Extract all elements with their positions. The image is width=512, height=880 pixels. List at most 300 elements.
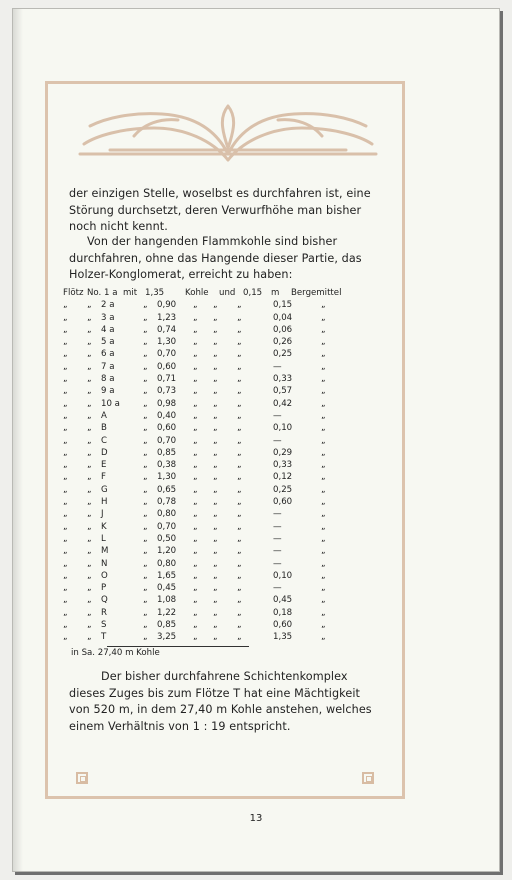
bergemittel-thickness: 0,60 — [273, 620, 293, 631]
ditto-mark: „ — [63, 300, 68, 311]
header-m2: m — [271, 288, 280, 298]
ditto-mark: „ — [213, 435, 218, 446]
ditto-mark: „ — [63, 435, 68, 446]
ditto-mark: „ — [193, 546, 198, 557]
ditto-mark: „ — [213, 497, 218, 508]
ditto-mark: „ — [143, 337, 148, 348]
ditto-mark: „ — [87, 435, 92, 446]
ditto-mark: „ — [321, 595, 326, 606]
ditto-mark: „ — [321, 312, 326, 323]
ditto-mark: „ — [87, 583, 92, 594]
ditto-mark: „ — [193, 472, 198, 483]
coal-thickness: 0,80 — [157, 558, 177, 569]
bergemittel-thickness: 0,15 — [273, 300, 293, 311]
bergemittel-thickness: 0,26 — [273, 337, 293, 348]
coal-thickness: 1,30 — [157, 337, 177, 348]
ditto-mark: „ — [321, 324, 326, 335]
ditto-mark: „ — [321, 472, 326, 483]
ditto-mark: „ — [143, 497, 148, 508]
header-no: No. 1 a — [87, 288, 118, 298]
ditto-mark: „ — [87, 447, 92, 458]
ditto-mark: „ — [63, 460, 68, 471]
ditto-mark: „ — [143, 435, 148, 446]
bergemittel-thickness: 0,10 — [273, 570, 293, 581]
seam-label: A — [101, 410, 107, 421]
table-row — [63, 299, 393, 311]
ditto-mark: „ — [321, 533, 326, 544]
header-und: und — [219, 288, 236, 298]
ditto-mark: „ — [143, 583, 148, 594]
corner-ornament-right-icon — [362, 772, 374, 784]
ditto-mark: „ — [63, 337, 68, 348]
ditto-mark: „ — [193, 521, 198, 532]
ditto-mark: „ — [237, 620, 242, 631]
ditto-mark: „ — [237, 570, 242, 581]
coal-thickness: 0,45 — [157, 583, 177, 594]
seam-label: 8 a — [101, 374, 115, 385]
ditto-mark: „ — [143, 423, 148, 434]
ditto-mark: „ — [143, 398, 148, 409]
seam-label: L — [101, 533, 106, 544]
ditto-mark: „ — [63, 386, 68, 397]
coal-thickness: 0,70 — [157, 435, 177, 446]
ditto-mark: „ — [237, 595, 242, 606]
bergemittel-thickness: 0,06 — [273, 324, 293, 335]
ditto-mark: „ — [213, 607, 218, 618]
ditto-mark: „ — [87, 349, 92, 360]
ditto-mark: „ — [213, 337, 218, 348]
ditto-mark: „ — [213, 312, 218, 323]
ditto-mark: „ — [63, 497, 68, 508]
table-row — [63, 435, 393, 447]
table-row — [63, 607, 393, 619]
table-row — [63, 496, 393, 508]
ditto-mark: „ — [237, 583, 242, 594]
ditto-mark: „ — [87, 570, 92, 581]
coal-thickness: 1,20 — [157, 546, 177, 557]
table-row — [63, 459, 393, 471]
bergemittel-thickness: — — [273, 533, 282, 544]
table-row — [63, 619, 393, 631]
coal-thickness: 0,71 — [157, 374, 177, 385]
ditto-mark: „ — [237, 324, 242, 335]
seam-label: K — [101, 521, 107, 532]
seam-label: 4 a — [101, 324, 115, 335]
ditto-mark: „ — [237, 484, 242, 495]
ditto-mark: „ — [63, 484, 68, 495]
table-body — [63, 299, 393, 643]
ditto-mark: „ — [213, 349, 218, 360]
ditto-mark: „ — [143, 300, 148, 311]
ditto-mark: „ — [193, 349, 198, 360]
seam-label: R — [101, 607, 107, 618]
ditto-mark: „ — [87, 423, 92, 434]
bergemittel-thickness: 0,04 — [273, 312, 293, 323]
ditto-mark: „ — [321, 410, 326, 421]
coal-thickness: 1,23 — [157, 312, 177, 323]
bergemittel-thickness: 0,29 — [273, 447, 293, 458]
ditto-mark: „ — [237, 509, 242, 520]
ditto-mark: „ — [321, 497, 326, 508]
book-page — [12, 8, 500, 872]
table-row — [63, 533, 393, 545]
ditto-mark: „ — [87, 595, 92, 606]
ditto-mark: „ — [193, 300, 198, 311]
ditto-mark: „ — [143, 472, 148, 483]
header-mit: mit — [123, 288, 138, 298]
ditto-mark: „ — [237, 533, 242, 544]
seam-label: C — [101, 435, 108, 446]
ditto-mark: „ — [63, 324, 68, 335]
ditto-mark: „ — [193, 324, 198, 335]
coal-thickness: 1,08 — [157, 595, 177, 606]
ditto-mark: „ — [193, 620, 198, 631]
bergemittel-thickness: 0,33 — [273, 374, 293, 385]
table-row — [63, 447, 393, 459]
seam-label: B — [101, 423, 107, 434]
coal-thickness: 0,78 — [157, 497, 177, 508]
bergemittel-thickness: 0,42 — [273, 398, 293, 409]
seam-label: E — [101, 460, 107, 471]
ditto-mark: „ — [63, 607, 68, 618]
ditto-mark: „ — [63, 447, 68, 458]
ditto-mark: „ — [321, 546, 326, 557]
ditto-mark: „ — [213, 595, 218, 606]
ditto-mark: „ — [87, 312, 92, 323]
bergemittel-thickness: 0,45 — [273, 595, 293, 606]
table-header-row — [63, 287, 393, 299]
ditto-mark: „ — [321, 337, 326, 348]
ditto-mark: „ — [237, 361, 242, 372]
ditto-mark: „ — [63, 533, 68, 544]
coal-thickness: 0,85 — [157, 447, 177, 458]
ditto-mark: „ — [193, 497, 198, 508]
ditto-mark: „ — [321, 583, 326, 594]
ditto-mark: „ — [237, 632, 242, 643]
ditto-mark: „ — [213, 423, 218, 434]
seam-label: 6 a — [101, 349, 115, 360]
table-row — [63, 631, 393, 643]
ditto-mark: „ — [143, 374, 148, 385]
ditto-mark: „ — [63, 410, 68, 421]
coal-thickness: 0,65 — [157, 484, 177, 495]
bergemittel-thickness: 0,25 — [273, 484, 293, 495]
ditto-mark: „ — [63, 620, 68, 631]
ditto-mark: „ — [143, 386, 148, 397]
ditto-mark: „ — [237, 349, 242, 360]
ditto-mark: „ — [87, 398, 92, 409]
seam-label: 10 a — [101, 398, 120, 409]
coal-thickness: 0,98 — [157, 398, 177, 409]
coal-thickness: 3,25 — [157, 632, 177, 643]
ditto-mark: „ — [63, 472, 68, 483]
table-row — [63, 361, 393, 373]
bergemittel-thickness: 0,57 — [273, 386, 293, 397]
ditto-mark: „ — [193, 374, 198, 385]
ditto-mark: „ — [193, 570, 198, 581]
coal-thickness: 0,73 — [157, 386, 177, 397]
ditto-mark: „ — [237, 423, 242, 434]
seam-label: 5 a — [101, 337, 115, 348]
table-row — [63, 410, 393, 422]
ditto-mark: „ — [87, 607, 92, 618]
ditto-mark: „ — [193, 632, 198, 643]
ditto-mark: „ — [237, 558, 242, 569]
ditto-mark: „ — [193, 509, 198, 520]
ditto-mark: „ — [87, 300, 92, 311]
ditto-mark: „ — [143, 595, 148, 606]
ditto-mark: „ — [213, 374, 218, 385]
table-row — [63, 312, 393, 324]
seam-table — [63, 287, 393, 644]
ditto-mark: „ — [143, 570, 148, 581]
ditto-mark: „ — [193, 583, 198, 594]
ditto-mark: „ — [321, 447, 326, 458]
coal-thickness: 0,70 — [157, 521, 177, 532]
ditto-mark: „ — [237, 435, 242, 446]
table-row — [63, 398, 393, 410]
ditto-mark: „ — [63, 546, 68, 557]
bergemittel-thickness: — — [273, 546, 282, 557]
ditto-mark: „ — [321, 300, 326, 311]
coal-thickness: 0,85 — [157, 620, 177, 631]
ditto-mark: „ — [87, 533, 92, 544]
ditto-mark: „ — [63, 361, 68, 372]
ditto-mark: „ — [87, 324, 92, 335]
ditto-mark: „ — [237, 374, 242, 385]
seam-label: O — [101, 570, 108, 581]
ditto-mark: „ — [87, 374, 92, 385]
seam-label: 9 a — [101, 386, 115, 397]
bergemittel-thickness: 0,60 — [273, 497, 293, 508]
coal-thickness: 0,70 — [157, 349, 177, 360]
header-bergmittel: Bergemittel — [291, 288, 342, 298]
ditto-mark: „ — [143, 533, 148, 544]
ditto-mark: „ — [193, 361, 198, 372]
bergemittel-thickness: — — [273, 521, 282, 532]
bergemittel-thickness: — — [273, 435, 282, 446]
ditto-mark: „ — [321, 361, 326, 372]
coal-thickness: 0,90 — [157, 300, 177, 311]
ditto-mark: „ — [87, 497, 92, 508]
coal-thickness: 0,60 — [157, 423, 177, 434]
seam-label: M — [101, 546, 109, 557]
table-row — [63, 336, 393, 348]
bergemittel-thickness: 0,18 — [273, 607, 293, 618]
ditto-mark: „ — [143, 410, 148, 421]
sum-divider — [107, 646, 249, 647]
summary-paragraph: Der bisher durchfahrene Schichtenkomplex dieses Zuges bis zum Flötze T hat eine Mächtigkeit von 520 m, in dem 27,40 m Kohle anstehen, welches einem Verhältnis von 1 : 19 entspricht. — [69, 670, 372, 733]
corner-ornament-left-icon — [76, 772, 88, 784]
seam-label: 2 a — [101, 300, 115, 311]
table-row — [63, 570, 393, 582]
header-berg-value: 0,15 — [243, 288, 263, 298]
ditto-mark: „ — [87, 632, 92, 643]
ditto-mark: „ — [213, 398, 218, 409]
art-nouveau-ornament-icon — [74, 100, 382, 166]
ditto-mark: „ — [237, 386, 242, 397]
ditto-mark: „ — [213, 361, 218, 372]
ditto-mark: „ — [143, 521, 148, 532]
ditto-mark: „ — [63, 312, 68, 323]
ditto-mark: „ — [213, 447, 218, 458]
ditto-mark: „ — [63, 398, 68, 409]
ditto-mark: „ — [237, 521, 242, 532]
ditto-mark: „ — [321, 558, 326, 569]
ditto-mark: „ — [237, 607, 242, 618]
ditto-mark: „ — [87, 509, 92, 520]
ditto-mark: „ — [193, 595, 198, 606]
ditto-mark: „ — [237, 312, 242, 323]
ditto-mark: „ — [193, 460, 198, 471]
header-value: 1,35 — [145, 288, 165, 298]
ditto-mark: „ — [213, 484, 218, 495]
seam-label: T — [101, 632, 107, 643]
ditto-mark: „ — [321, 386, 326, 397]
ditto-mark: „ — [87, 521, 92, 532]
bergemittel-thickness: — — [273, 509, 282, 520]
table-row — [63, 324, 393, 336]
table-row — [63, 422, 393, 434]
intro-paragraph: der einzigen Stelle, woselbst es durchfahren ist, eine Störung durchsetzt, deren Verwurfhöhe man bisher noch nicht kennt. — [69, 187, 371, 234]
ditto-mark: „ — [213, 472, 218, 483]
ditto-mark: „ — [193, 398, 198, 409]
ditto-mark: „ — [213, 620, 218, 631]
ditto-mark: „ — [237, 337, 242, 348]
coal-thickness: 1,22 — [157, 607, 177, 618]
ditto-mark: „ — [213, 583, 218, 594]
ditto-mark: „ — [321, 620, 326, 631]
coal-thickness: 0,80 — [157, 509, 177, 520]
seam-label: F — [101, 472, 106, 483]
ditto-mark: „ — [63, 423, 68, 434]
ditto-mark: „ — [237, 497, 242, 508]
ditto-mark: „ — [193, 484, 198, 495]
ditto-mark: „ — [143, 509, 148, 520]
ditto-mark: „ — [143, 620, 148, 631]
ditto-mark: „ — [213, 324, 218, 335]
table-row — [63, 508, 393, 520]
sum-row: in Sa. 27,40 m Kohle — [71, 647, 160, 658]
ditto-mark: „ — [87, 410, 92, 421]
seam-label: D — [101, 447, 108, 458]
table-row — [63, 484, 393, 496]
ditto-mark: „ — [213, 558, 218, 569]
ditto-mark: „ — [237, 460, 242, 471]
coal-thickness: 0,60 — [157, 361, 177, 372]
table-row — [63, 385, 393, 397]
bergemittel-thickness: — — [273, 361, 282, 372]
ditto-mark: „ — [143, 361, 148, 372]
bergemittel-thickness: 0,33 — [273, 460, 293, 471]
coal-thickness: 0,50 — [157, 533, 177, 544]
ditto-mark: „ — [87, 361, 92, 372]
bergemittel-thickness: 1,35 — [273, 632, 293, 643]
ditto-mark: „ — [143, 484, 148, 495]
ditto-mark: „ — [143, 607, 148, 618]
seam-label: 7 a — [101, 361, 115, 372]
ditto-mark: „ — [63, 595, 68, 606]
ditto-mark: „ — [63, 632, 68, 643]
ditto-mark: „ — [143, 349, 148, 360]
ditto-mark: „ — [143, 546, 148, 557]
coal-thickness: 1,65 — [157, 570, 177, 581]
ditto-mark: „ — [321, 349, 326, 360]
ditto-mark: „ — [143, 558, 148, 569]
ditto-mark: „ — [321, 423, 326, 434]
bergemittel-thickness: — — [273, 558, 282, 569]
bergemittel-thickness: — — [273, 410, 282, 421]
ditto-mark: „ — [63, 521, 68, 532]
table-row — [63, 582, 393, 594]
header-floz: Flötz — [63, 288, 84, 298]
bergemittel-thickness: 0,12 — [273, 472, 293, 483]
ditto-mark: „ — [63, 509, 68, 520]
ditto-mark: „ — [237, 472, 242, 483]
ditto-mark: „ — [143, 312, 148, 323]
ditto-mark: „ — [237, 447, 242, 458]
ditto-mark: „ — [213, 570, 218, 581]
seam-label: Q — [101, 595, 108, 606]
ditto-mark: „ — [213, 546, 218, 557]
ditto-mark: „ — [193, 386, 198, 397]
table-row — [63, 521, 393, 533]
ditto-mark: „ — [321, 484, 326, 495]
ditto-mark: „ — [87, 337, 92, 348]
ditto-mark: „ — [143, 447, 148, 458]
table-row — [63, 594, 393, 606]
bergemittel-thickness: 0,25 — [273, 349, 293, 360]
table-row — [63, 471, 393, 483]
ditto-mark: „ — [213, 410, 218, 421]
table-lead-paragraph: Von der hangenden Flammkohle sind bisher durchfahren, ohne das Hangende dieser Partie, das Holzer-Konglomerat, erreicht zu haben: — [69, 235, 362, 282]
table-row — [63, 373, 393, 385]
ditto-mark: „ — [193, 447, 198, 458]
ditto-mark: „ — [193, 337, 198, 348]
ditto-mark: „ — [237, 546, 242, 557]
spine-shadow — [13, 9, 23, 871]
ditto-mark: „ — [213, 300, 218, 311]
ditto-mark: „ — [213, 632, 218, 643]
ditto-mark: „ — [321, 607, 326, 618]
seam-label: J — [101, 509, 104, 520]
seam-label: G — [101, 484, 108, 495]
ditto-mark: „ — [213, 386, 218, 397]
ditto-mark: „ — [321, 435, 326, 446]
seam-label: N — [101, 558, 108, 569]
ditto-mark: „ — [87, 558, 92, 569]
coal-thickness: 1,30 — [157, 472, 177, 483]
ditto-mark: „ — [143, 324, 148, 335]
ditto-mark: „ — [213, 460, 218, 471]
ditto-mark: „ — [87, 472, 92, 483]
ditto-mark: „ — [321, 632, 326, 643]
bergemittel-thickness: — — [273, 583, 282, 594]
ditto-mark: „ — [321, 509, 326, 520]
table-row — [63, 545, 393, 557]
ditto-mark: „ — [237, 300, 242, 311]
ditto-mark: „ — [193, 533, 198, 544]
ditto-mark: „ — [213, 533, 218, 544]
ditto-mark: „ — [63, 374, 68, 385]
bergemittel-thickness: 0,10 — [273, 423, 293, 434]
ditto-mark: „ — [87, 386, 92, 397]
ditto-mark: „ — [237, 410, 242, 421]
ditto-mark: „ — [193, 423, 198, 434]
ditto-mark: „ — [87, 484, 92, 495]
seam-label: H — [101, 497, 108, 508]
ditto-mark: „ — [63, 570, 68, 581]
